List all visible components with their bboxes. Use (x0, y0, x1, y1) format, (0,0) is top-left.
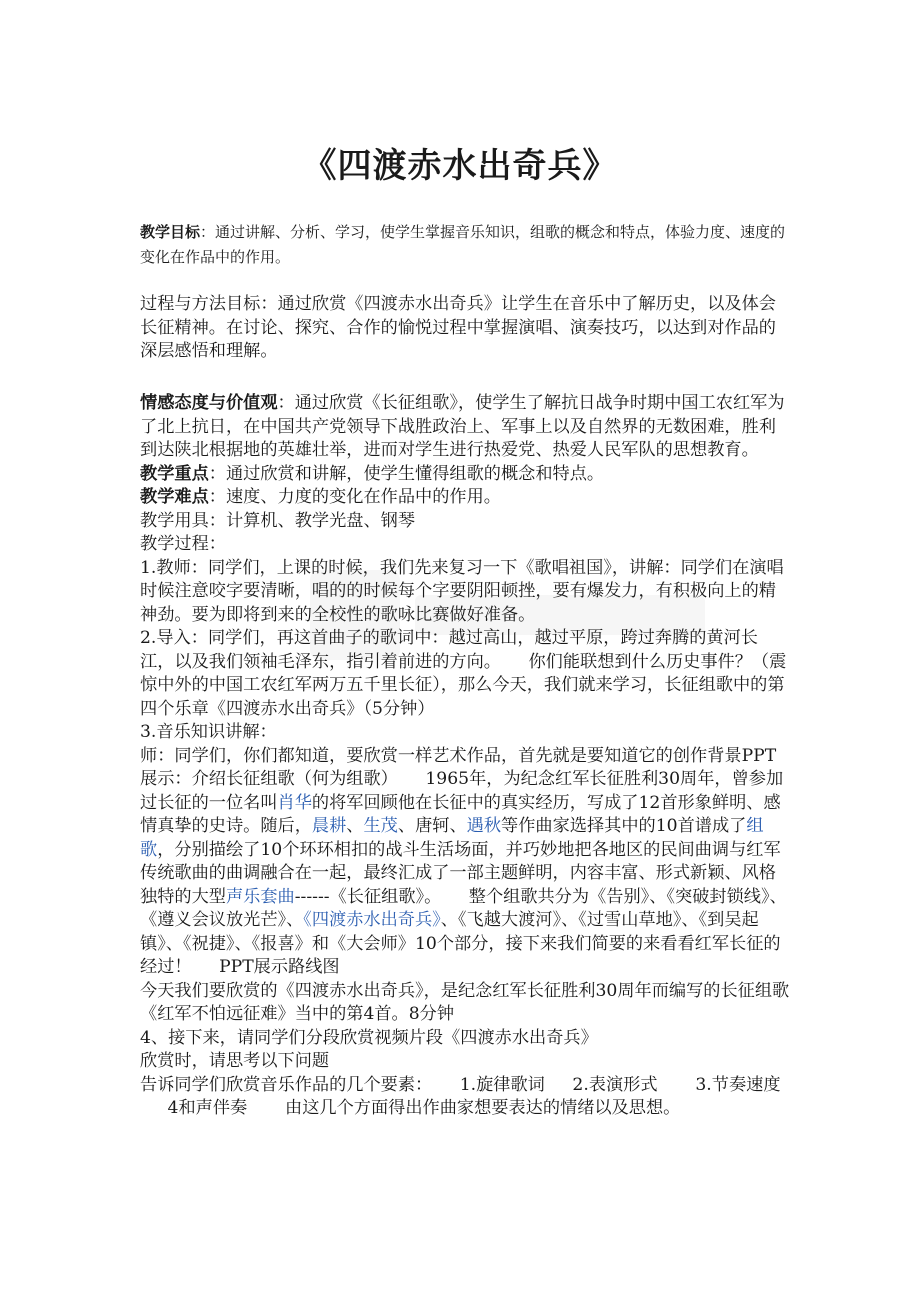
link-zu-ge[interactable]: 组歌 (140, 816, 764, 860)
element-melody: 1.旋律歌词 (459, 1074, 545, 1095)
step-2-question: 你们能联想到什么历史事件？（震惊中外的中国工农红军两万五千里长征），那么今天，我们就来学习，长征组歌中的第四个乐章《四渡赤水出奇兵》（5分钟） (140, 651, 787, 719)
background-intro: 师：同学们，你们都知道，要欣赏一样艺术作品，首先就是要知道它的创作背景PPT 展示：介绍长征组歌（何为组歌） (140, 745, 777, 789)
element-performance: 2.表演形式 (572, 1074, 658, 1095)
parts-text: 整个组歌共分为《告别》、《突破封锁线》、《遵义会议放光芒》、 (140, 886, 787, 930)
suite-name: ------《长征组歌》。 (294, 886, 442, 907)
step-4-question: 欣赏时，请思考以下问题 (140, 1051, 330, 1071)
emotion-goal (140, 392, 790, 463)
step-2-intro: 2.导入：同学们，再这首曲子的歌词中：越过高山，越过平原，跨过奔腾的黄河长江，以及我们领袖毛泽东，指引着前进的方向。 (140, 628, 758, 672)
teaching-difficulty-text: ：速度、力度的变化在作品中的作用。 (208, 487, 501, 507)
history-text-2: 的将军回顾他在长征中的真实经历，写成了12首形象鲜明、感情真挚的史诗。随后， (140, 792, 781, 836)
today-paragraph: 今天我们要欣赏的《四渡赤水出奇兵》，是纪念红军长征胜利30周年而编写的长征组歌《红军不怕远征难》当中的第4首。8分钟 (140, 980, 790, 1024)
history-text: 1965年，为纪念红军长征胜利30周年，曾参加过长征的一位名叫 (140, 769, 784, 813)
link-sheng-mao[interactable]: 生茂 (363, 816, 398, 836)
teaching-key-text: ：通过欣赏和讲解，使学生懂得组歌的概念和特点。 (208, 463, 605, 484)
teaching-goal (140, 220, 790, 270)
ppt-route: PPT展示路线图 (219, 957, 340, 977)
teaching-goal-label: 教学目标 (140, 223, 201, 241)
main-body (140, 392, 790, 1121)
teaching-key (140, 463, 790, 487)
teaching-key-label: 教学重点 (140, 463, 209, 484)
process-method-goal: 过程与方法目标：通过欣赏《四渡赤水出奇兵》让学生在音乐中了解历史，以及体会长征精神。在讨论、探究、合作的愉悦过程中掌握演唱、演奏技巧，以达到对作品的深层感悟和理解。 (140, 294, 776, 361)
link-si-du-chi-shui[interactable]: 《四渡赤水出奇兵》 (303, 910, 441, 930)
emotion-goal-text: ：通过欣赏《长征组歌》，使学生了解抗日战争时期中国工农红军为了北上抗日，在中国共产党领导下战胜政治上、军事上以及自然界的无数困难，胜利到达陕北根据地的英雄壮举，进而对学生进行热爱党、热爱人民军队的思想教育。 (140, 393, 785, 460)
teaching-goal-text: ：通过讲解、分析、学习，使学生掌握音乐知识，组歌的概念和特点，体验力度、速度的变化在作品中的作用。 (140, 223, 786, 266)
composer-text-2: 等作曲家选择其中的10首谱成了 (501, 816, 747, 836)
step-1: 1.教师：同学们，上课的时候，我们先来复习一下《歌唱祖国》，讲解：同学们在演唱时候注意咬字要清晰，唱的的时候每个字要阴阳顿挫，要有爆发力，有积极向上的精神劲。要为即将到来的全校性的歌咏比赛做好准备。 (140, 557, 784, 625)
link-chen-geng[interactable]: 晨耕 (311, 816, 347, 836)
elements-conclusion: 由这几个方面得出作曲家想要表达的情绪以及思想。 (285, 1098, 681, 1118)
step-3-label: 3.音乐知识讲解： (140, 722, 277, 742)
step-2 (140, 627, 790, 721)
separator: 、 (346, 816, 364, 836)
teaching-difficulty-label: 教学难点 (140, 487, 209, 507)
link-sheng-yue-tao-qu[interactable]: 声乐套曲 (225, 886, 295, 907)
composer-text: 、唐轲、 (397, 816, 467, 836)
page-title: 《四渡赤水出奇兵》 (302, 146, 618, 186)
link-yu-qiu[interactable]: 遇秋 (466, 816, 502, 836)
emotion-goal-label: 情感态度与价值观 (140, 393, 278, 413)
teaching-process-label: 教学过程： (140, 534, 226, 554)
step-4: 4、接下来，请同学们分段欣赏视频片段《四渡赤水出奇兵》 (140, 1027, 598, 1048)
element-rhythm: 3.节奏速度 (695, 1074, 781, 1095)
teaching-difficulty (140, 486, 790, 510)
teaching-tools: 教学用具：计算机、教学光盘、钢琴 (140, 510, 416, 531)
description-text: ，分别描绘了10个环环相扣的战斗生活场面，并巧妙地把各地区的民间曲调与红军传统歌曲的曲调融合在一起，最终汇成了一部主题鲜明，内容丰富、形式新颖、风格独特的大型 (140, 839, 781, 907)
elements-intro: 告诉同学们欣赏音乐作品的几个要素： (140, 1074, 433, 1095)
music-knowledge-paragraph (140, 745, 790, 980)
link-xiao-hua[interactable]: 肖华 (277, 792, 312, 813)
element-harmony: 4和声伴奏 (167, 1098, 248, 1118)
music-elements (140, 1074, 790, 1121)
parts-text-2: 、《飞越大渡河》、《过雪山草地》、《到吴起镇》、《祝捷》、《报喜》和《大会师》10个部分，接下来我们简要的来看看红军长征的经过！ (140, 910, 781, 977)
